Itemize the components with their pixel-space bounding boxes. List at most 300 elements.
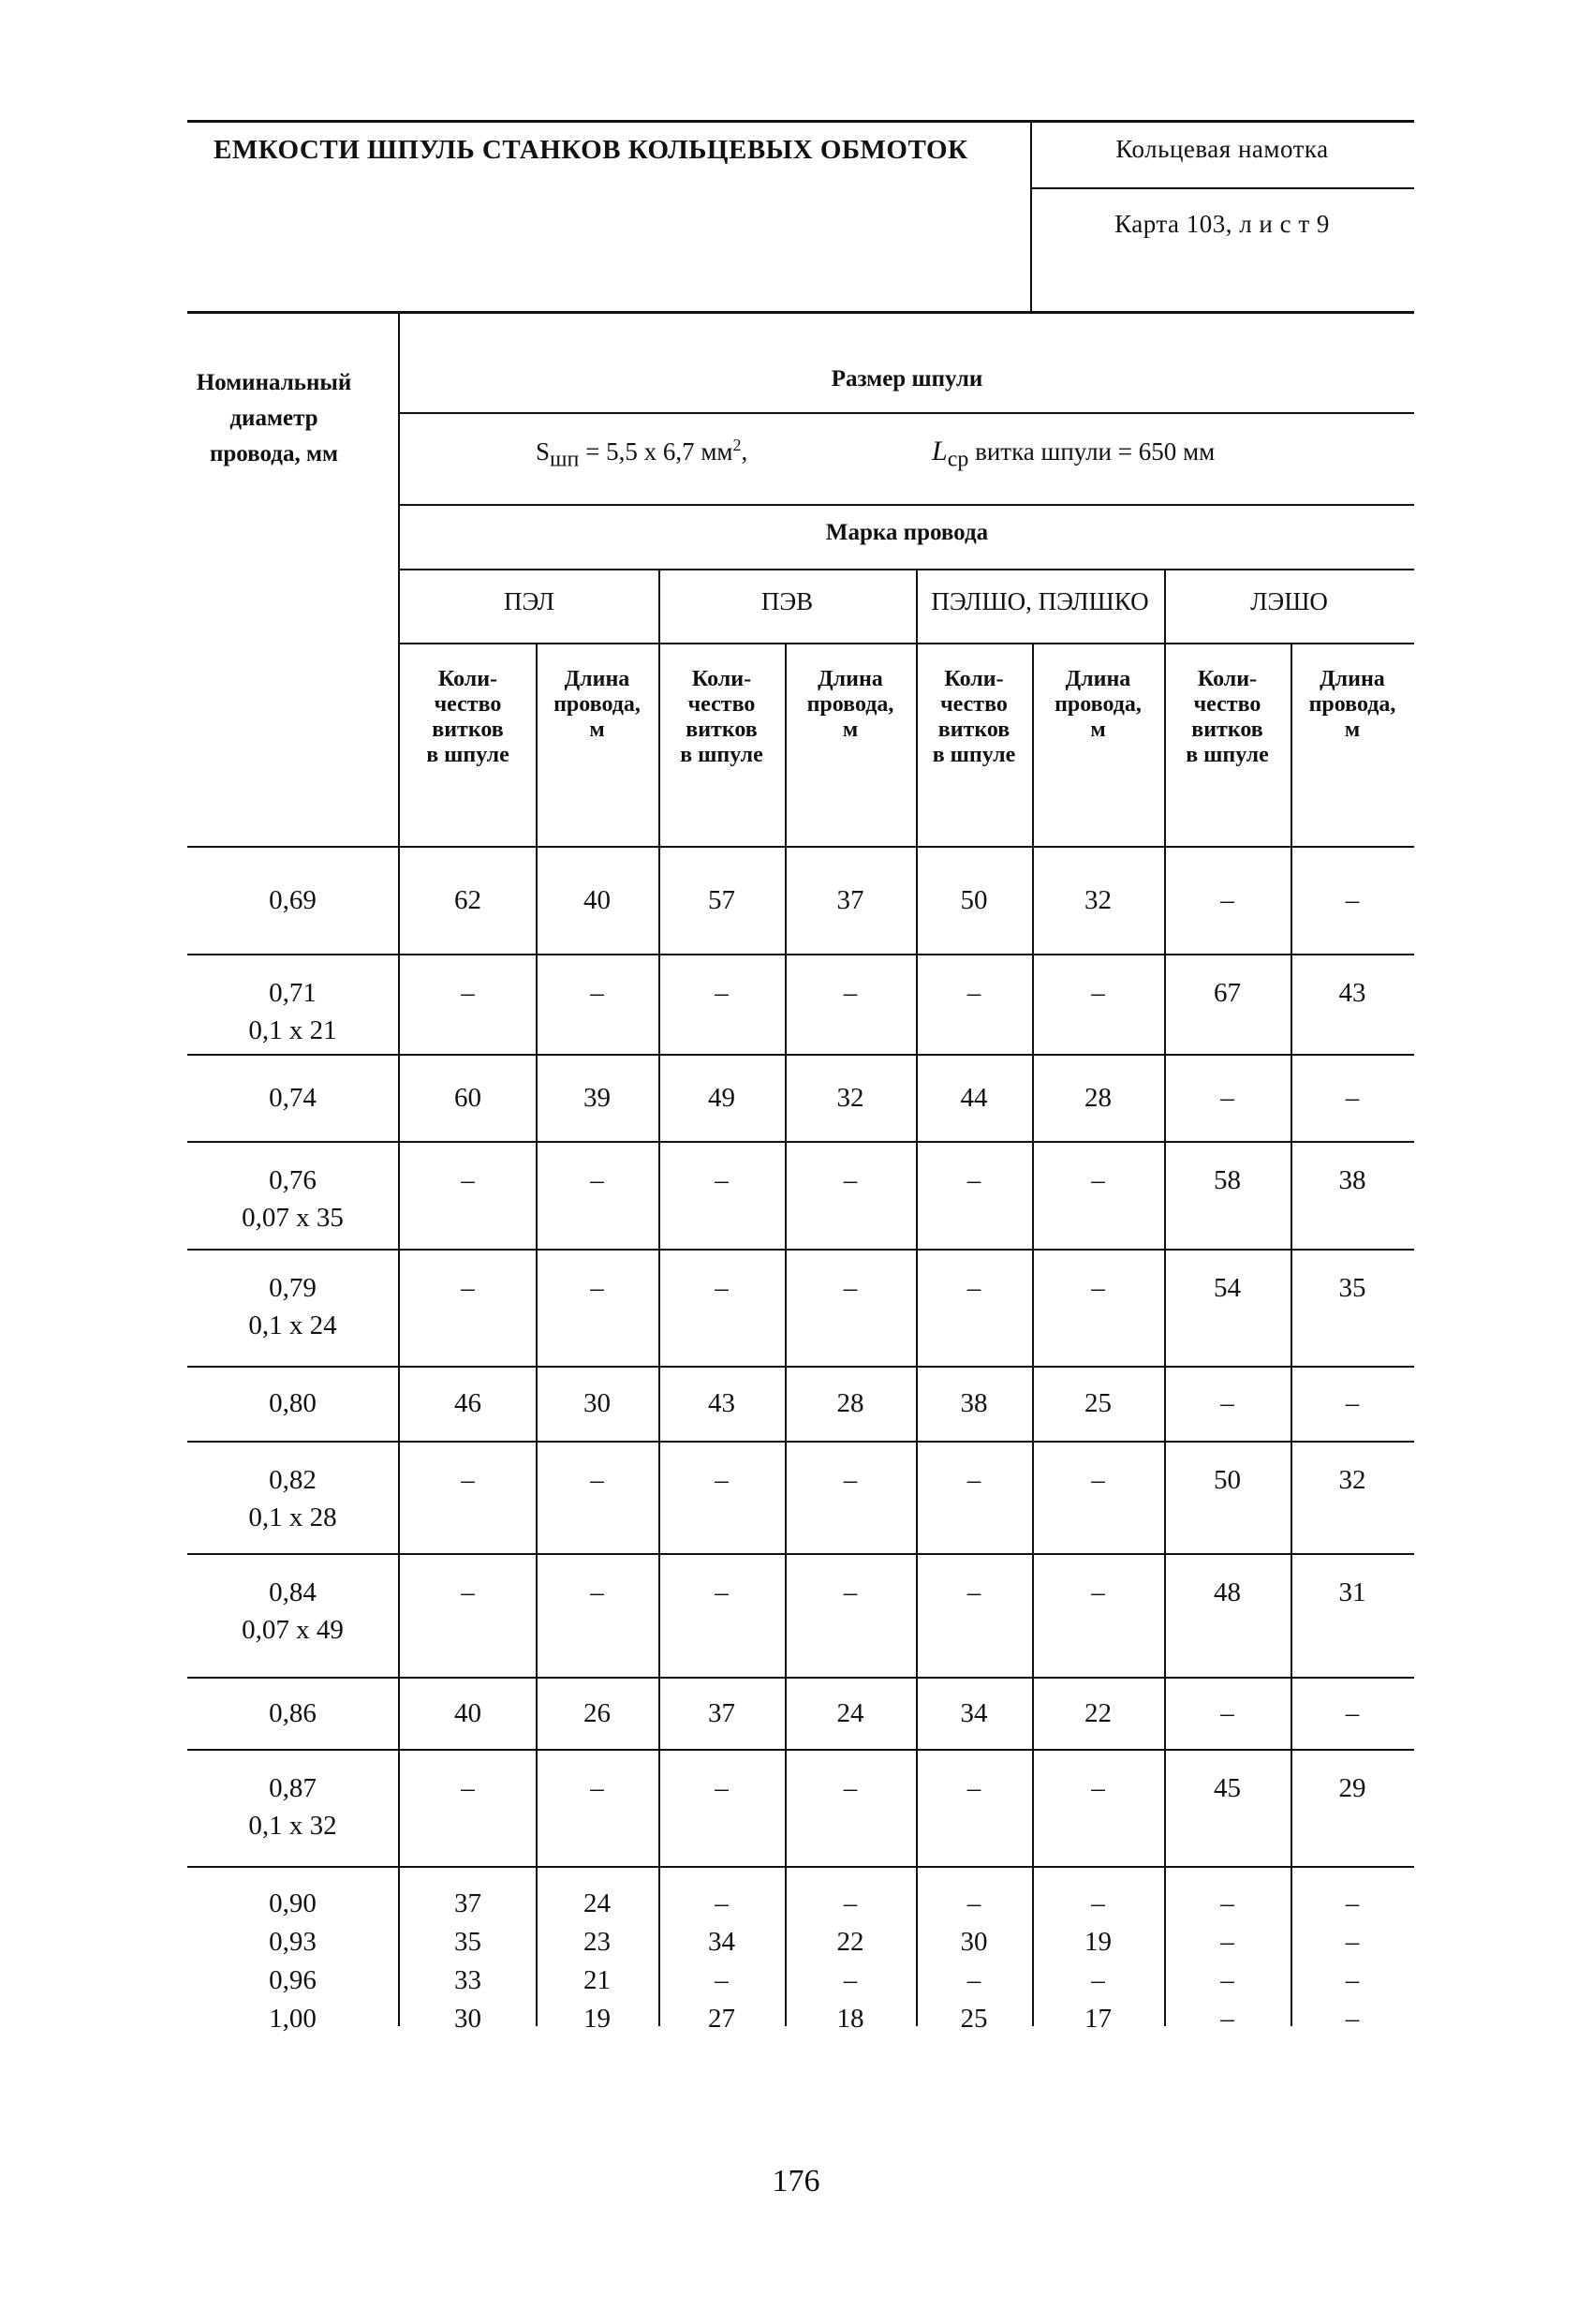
header-line: Коли- (691, 667, 752, 691)
l-subscript: ср (947, 447, 969, 472)
table-cell: – (966, 1888, 981, 1918)
row-rule (187, 1249, 1414, 1251)
header-line: в шпуле (1186, 743, 1269, 767)
header-line: в шпуле (680, 743, 763, 767)
cell-divider (785, 1141, 787, 1249)
cell-divider (658, 1054, 660, 1141)
table-cell: 30 (583, 1388, 611, 1418)
header-line: в шпуле (426, 743, 509, 767)
table-cell: – (1345, 1888, 1360, 1918)
diameter-line: 0,76 (269, 1165, 317, 1195)
group-divider (658, 644, 660, 847)
table-cell: – (590, 1577, 604, 1607)
cell-divider (1032, 1866, 1034, 2026)
diameter-header (169, 365, 379, 472)
diameter-cell (187, 1695, 398, 1732)
diameter-line: 0,1 x 21 (248, 1015, 337, 1045)
diameter-cell: 1,00 (269, 2004, 317, 2034)
cell-divider (658, 1866, 660, 2026)
row-rule (187, 1141, 1414, 1143)
cell-divider (916, 1866, 918, 2026)
cell-divider (916, 1749, 918, 1866)
brand-header-rule (400, 569, 1414, 570)
cell-divider (536, 1677, 538, 1749)
cell-divider (536, 1866, 538, 2026)
table-cell: 43 (1338, 978, 1366, 1008)
cell-divider (1164, 1677, 1166, 1749)
cell-divider (785, 1553, 787, 1677)
cell-divider (785, 1366, 787, 1441)
diameter-cell: 0,90 (269, 1888, 317, 1918)
cell-divider (1164, 1249, 1166, 1366)
table-cell: 60 (454, 1082, 481, 1113)
table-cell: – (461, 978, 475, 1008)
table-cell: – (1220, 884, 1234, 915)
cell-divider (536, 1054, 538, 1141)
top-rule (187, 120, 1414, 123)
cell-divider (536, 954, 538, 1054)
turns-count-header (916, 667, 1032, 768)
table-cell: 22 (1084, 1697, 1112, 1728)
table-cell: 28 (1084, 1082, 1112, 1113)
cell-divider (785, 846, 787, 954)
table-cell: – (843, 978, 858, 1008)
cell-divider (1164, 1749, 1166, 1866)
table-cell: – (966, 978, 981, 1008)
header-line: чество (434, 692, 502, 717)
brand-rule (400, 643, 1414, 644)
table-cell: – (461, 1465, 475, 1495)
table-cell: 49 (708, 1082, 735, 1113)
cell-divider (785, 1441, 787, 1553)
table-cell: 32 (836, 1082, 864, 1113)
table-cell: – (715, 1965, 729, 1995)
table-cell: 19 (583, 2004, 611, 2034)
table-cell: – (715, 1273, 729, 1303)
diameter-line: 0,79 (269, 1273, 317, 1303)
cell-divider (658, 1141, 660, 1249)
diameter-line: 0,86 (269, 1697, 317, 1728)
turns-count-header (1164, 667, 1291, 768)
table-cell: 40 (454, 1697, 481, 1728)
table-cell: 38 (1338, 1165, 1366, 1195)
row-rule (187, 1441, 1414, 1443)
l-symbol: L (932, 436, 948, 466)
table-cell: – (966, 1577, 981, 1607)
cell-divider (1164, 954, 1166, 1054)
table-cell: 50 (960, 884, 988, 915)
table-cell: – (461, 1773, 475, 1803)
header-line: провода, (1308, 692, 1396, 717)
table-cell: 39 (583, 1082, 611, 1113)
diameter-line: 0,84 (269, 1577, 317, 1607)
table-cell: 34 (960, 1697, 988, 1728)
category-rule (1032, 187, 1414, 189)
table-cell: – (1220, 2004, 1234, 2034)
table-cell: 57 (708, 884, 735, 915)
table-cell: – (1091, 1273, 1105, 1303)
cell-divider (1164, 1141, 1166, 1249)
table-cell: 50 (1214, 1465, 1241, 1495)
table-cell: – (1345, 1082, 1360, 1113)
table-cell: 24 (836, 1697, 864, 1728)
brand-label: ПЭЛ (504, 587, 554, 615)
cell-divider (658, 1249, 660, 1366)
brand-label: ПЭЛШО, ПЭЛШКО (931, 587, 1149, 615)
row-rule (187, 1054, 1414, 1056)
cell-divider (916, 954, 918, 1054)
table-cell: 62 (454, 884, 481, 915)
header-line: чество (940, 692, 1008, 717)
diameter-cell (187, 1162, 398, 1236)
cell-divider (916, 1677, 918, 1749)
table-cell: – (1220, 1697, 1234, 1728)
cell-divider (1164, 1054, 1166, 1141)
table-cell: – (843, 1465, 858, 1495)
row-rule (187, 1749, 1414, 1751)
cell-divider (1032, 846, 1034, 954)
table-cell: – (843, 1773, 858, 1803)
cell-divider (916, 1249, 918, 1366)
table-cell: 22 (836, 1927, 864, 1957)
table-cell: – (1091, 1165, 1105, 1195)
table-cell: 31 (1338, 1577, 1366, 1607)
header-line: чество (1193, 692, 1261, 717)
table-cell: 23 (583, 1927, 611, 1957)
wire-length-header (785, 667, 916, 743)
table-cell: – (1345, 1388, 1360, 1418)
cell-divider (536, 846, 538, 954)
header-line: витков (432, 718, 504, 742)
diameter-cell (187, 1574, 398, 1649)
cell-divider (1291, 1749, 1292, 1866)
table-cell: – (1345, 884, 1360, 915)
cell-divider (1164, 1366, 1166, 1441)
table-cell: 35 (1338, 1273, 1366, 1303)
table-cell: – (715, 1577, 729, 1607)
brand-divider (916, 569, 918, 644)
spec-rule (400, 504, 1414, 506)
table-cell: – (1091, 1965, 1105, 1995)
table-cell: – (590, 978, 604, 1008)
table-cell: 34 (708, 1927, 735, 1957)
header-line: м (842, 718, 859, 742)
table-cell: 30 (960, 1927, 988, 1957)
cell-divider (658, 954, 660, 1054)
spool-spec (536, 436, 747, 472)
cell-divider (785, 1054, 787, 1141)
cell-divider (536, 1441, 538, 1553)
cell-divider (785, 1677, 787, 1749)
table-cell: – (966, 1773, 981, 1803)
cell-divider (1291, 1366, 1292, 1441)
row-rule (187, 1553, 1414, 1555)
diameter-cell (187, 974, 398, 1049)
cell-divider (785, 954, 787, 1054)
diameter-cell (187, 1461, 398, 1536)
header-bottom-rule (187, 311, 1414, 314)
diameter-cell (187, 881, 398, 919)
table-cell: 17 (1084, 2004, 1112, 2034)
s-value: = 5,5 x 6,7 мм (579, 437, 733, 466)
header-line: Длина (1065, 667, 1131, 691)
table-cell: – (590, 1773, 604, 1803)
size-header-rule (400, 412, 1414, 414)
table-cell: – (1220, 1927, 1234, 1957)
cell-divider (1032, 1249, 1034, 1366)
s-subscript: шп (550, 447, 580, 472)
table-cell: – (1345, 2004, 1360, 2034)
cell-divider (1291, 1441, 1292, 1553)
table-cell: – (590, 1273, 604, 1303)
coil-length-spec (932, 436, 1215, 472)
wire-length-header (1291, 667, 1414, 743)
wire-length-header (1032, 667, 1164, 743)
header-line: провода, (806, 692, 894, 717)
table-cell: – (715, 978, 729, 1008)
table-cell: – (1091, 1888, 1105, 1918)
cell-divider (916, 1141, 918, 1249)
cell-divider (658, 846, 660, 954)
cell-divider (916, 1441, 918, 1553)
diameter-line: 0,69 (269, 884, 317, 915)
cell-divider (1164, 1553, 1166, 1677)
header-line: витков (937, 718, 1010, 742)
diameter-line: 0,80 (269, 1388, 317, 1418)
table-cell: – (843, 1965, 858, 1995)
cell-divider (658, 1553, 660, 1677)
cell-divider (536, 1366, 538, 1441)
diameter-cell: 0,96 (269, 1965, 317, 1995)
table-cell: – (966, 1965, 981, 1995)
diameter-line: 0,07 x 49 (242, 1615, 344, 1645)
table-cell: 45 (1214, 1773, 1241, 1803)
cell-divider (916, 1054, 918, 1141)
cell-divider (658, 1749, 660, 1866)
table-cell: 37 (454, 1888, 481, 1918)
header-line: Длина (1320, 667, 1385, 691)
table-cell: – (1220, 1888, 1234, 1918)
table-cell: 35 (454, 1927, 481, 1957)
cell-divider (1164, 1441, 1166, 1553)
diameter-cell: 0,93 (269, 1927, 317, 1957)
table-cell: 67 (1214, 978, 1241, 1008)
group-divider (1164, 644, 1166, 847)
table-cell: 46 (454, 1388, 481, 1418)
table-cell: – (461, 1273, 475, 1303)
table-cell: – (461, 1577, 475, 1607)
table-cell: – (843, 1888, 858, 1918)
category-label: Кольцевая намотка (1115, 135, 1329, 163)
table-cell: – (1220, 1082, 1234, 1113)
column-header-rule (187, 846, 1414, 848)
table-cell: 32 (1338, 1465, 1366, 1495)
header-line: провода, (1055, 692, 1142, 717)
cell-divider (1291, 1249, 1292, 1366)
table-cell: – (1091, 978, 1105, 1008)
cell-divider (536, 1249, 538, 1366)
cell-divider (1032, 1054, 1034, 1141)
table-cell: – (1091, 1577, 1105, 1607)
table-cell: 54 (1214, 1273, 1241, 1303)
table-cell: 48 (1214, 1577, 1241, 1607)
header-line: витков (1191, 718, 1263, 742)
table-cell: – (843, 1273, 858, 1303)
table-cell: – (1091, 1773, 1105, 1803)
cell-divider (1291, 846, 1292, 954)
cell-divider (1291, 954, 1292, 1054)
row-rule (187, 1866, 1414, 1868)
cell-divider (1032, 1141, 1034, 1249)
table-cell: – (1220, 1388, 1234, 1418)
s-comma: , (741, 437, 748, 466)
table-cell: 32 (1084, 884, 1112, 915)
table-cell: 27 (708, 2004, 735, 2034)
table-cell: – (590, 1465, 604, 1495)
header-line: провода, (553, 692, 641, 717)
cell-divider (536, 1749, 538, 1866)
table-cell: – (966, 1165, 981, 1195)
diameter-line: 0,74 (269, 1082, 317, 1113)
brand-label: ЛЭШО (1250, 587, 1328, 615)
table-cell: – (843, 1165, 858, 1195)
s-symbol: S (536, 437, 551, 466)
row-rule (187, 1366, 1414, 1368)
header-line: чество (687, 692, 756, 717)
table-cell: – (966, 1465, 981, 1495)
table-cell: 29 (1338, 1773, 1366, 1803)
diameter-cell (187, 1269, 398, 1344)
table-cell: – (715, 1888, 729, 1918)
cell-divider (916, 1553, 918, 1677)
header-line: в шпуле (932, 743, 1016, 767)
cell-divider (785, 1866, 787, 2026)
table-cell: – (715, 1773, 729, 1803)
turns-count-header (658, 667, 785, 768)
table-cell: 25 (960, 2004, 988, 2034)
table-cell: 37 (708, 1697, 735, 1728)
brand-header: Марка провода (825, 520, 989, 545)
l-value: витка шпули = 650 мм (968, 437, 1216, 466)
header-line: Коли- (1197, 667, 1258, 691)
column-divider (1291, 644, 1292, 847)
table-cell: – (1220, 1965, 1234, 1995)
diameter-header-line: диаметр (229, 406, 318, 431)
table-cell: – (1345, 1927, 1360, 1957)
diameter-line: 0,1 x 24 (248, 1310, 337, 1340)
diameter-cell (187, 1384, 398, 1422)
diameter-line: 0,82 (269, 1465, 317, 1495)
row-rule (187, 1677, 1414, 1679)
cell-divider (916, 1366, 918, 1441)
cell-divider (658, 1441, 660, 1553)
card-label: Карта 103, л и с т 9 (1114, 210, 1330, 238)
cell-divider (785, 1749, 787, 1866)
wire-length-header (536, 667, 658, 743)
table-cell: 26 (583, 1697, 611, 1728)
cell-divider (1032, 1749, 1034, 1866)
table-cell: 37 (836, 884, 864, 915)
table-cell: – (1091, 1465, 1105, 1495)
table-cell: 58 (1214, 1165, 1241, 1195)
size-header: Размер шпули (831, 366, 983, 392)
header-line: м (1344, 718, 1361, 742)
table-cell: 18 (836, 2004, 864, 2034)
cell-divider (536, 1553, 538, 1677)
table-cell: – (590, 1165, 604, 1195)
brand-divider (1164, 569, 1166, 644)
cell-divider (785, 1249, 787, 1366)
diameter-line: 0,71 (269, 978, 317, 1008)
brand-label: ПЭВ (760, 587, 814, 615)
cell-divider (1164, 1866, 1166, 2026)
table-cell: 21 (583, 1965, 611, 1995)
header-line: витков (686, 718, 758, 742)
cell-divider (536, 1141, 538, 1249)
diameter-line: 0,07 x 35 (242, 1203, 344, 1233)
cell-divider (1032, 1677, 1034, 1749)
cell-divider (1291, 1553, 1292, 1677)
cell-divider (1291, 1866, 1292, 2026)
cell-divider (1032, 954, 1034, 1054)
diameter-cell (187, 1769, 398, 1844)
table-cell: 24 (583, 1888, 611, 1918)
column-divider (536, 644, 538, 847)
s-superscript: 2 (732, 436, 742, 454)
turns-count-header (400, 667, 536, 768)
table-cell: – (966, 1273, 981, 1303)
cell-divider (1164, 846, 1166, 954)
cell-divider (1291, 1677, 1292, 1749)
brand-divider (658, 569, 660, 644)
table-cell: 30 (454, 2004, 481, 2034)
header-line: Длина (564, 667, 630, 691)
page-number: 176 (772, 2164, 820, 2198)
column-divider (785, 644, 787, 847)
cell-divider (1291, 1141, 1292, 1249)
cell-divider (1032, 1553, 1034, 1677)
diameter-cell (187, 1079, 398, 1117)
table-cell: 38 (960, 1388, 988, 1418)
diameter-line: 0,1 x 32 (248, 1811, 337, 1841)
table-cell: – (461, 1165, 475, 1195)
table-cell: 40 (583, 884, 611, 915)
cell-divider (916, 846, 918, 954)
table-cell: 44 (960, 1082, 988, 1113)
table-cell: 43 (708, 1388, 735, 1418)
header-line: м (589, 718, 605, 742)
diameter-header-line: Номинальный (196, 370, 352, 395)
table-cell: – (1345, 1965, 1360, 1995)
row-rule (187, 954, 1414, 955)
cell-divider (658, 1677, 660, 1749)
table-cell: – (1345, 1697, 1360, 1728)
table-cell: 33 (454, 1965, 481, 1995)
cell-divider (1032, 1366, 1034, 1441)
header-line: м (1090, 718, 1106, 742)
table-cell: 28 (836, 1388, 864, 1418)
diameter-line: 0,87 (269, 1773, 317, 1803)
table-cell: 25 (1084, 1388, 1112, 1418)
table-cell: – (715, 1465, 729, 1495)
column-divider (1032, 644, 1034, 847)
table-cell: 19 (1084, 1927, 1112, 1957)
page-title: ЕМКОСТИ ШПУЛЬ СТАНКОВ КОЛЬЦЕВЫХ ОБМОТОК (214, 135, 968, 165)
cell-divider (1291, 1054, 1292, 1141)
cell-divider (658, 1366, 660, 1441)
table-cell: – (843, 1577, 858, 1607)
diameter-header-line: провода, мм (210, 441, 338, 466)
